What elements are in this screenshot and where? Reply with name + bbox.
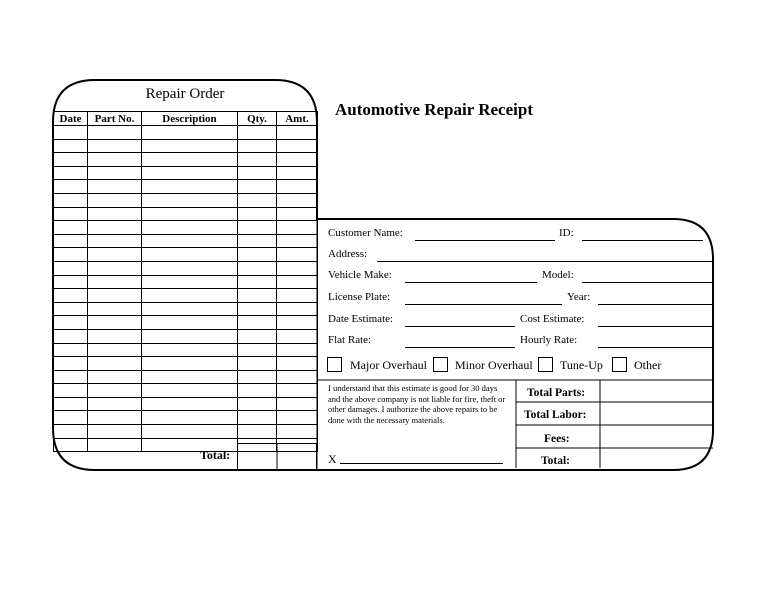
cell-part-no[interactable] xyxy=(88,261,142,275)
cell-date[interactable] xyxy=(54,207,88,221)
cell-description[interactable] xyxy=(142,329,238,343)
cell-amt[interactable] xyxy=(277,126,318,140)
cell-date[interactable] xyxy=(54,357,88,371)
table-row xyxy=(54,275,318,289)
cell-amt[interactable] xyxy=(277,139,318,153)
cell-part-no[interactable] xyxy=(88,343,142,357)
table-row xyxy=(54,126,318,140)
cell-part-no[interactable] xyxy=(88,166,142,180)
column-header-qty: Qty. xyxy=(238,112,277,126)
cell-date[interactable] xyxy=(54,411,88,425)
vehicle-make-label: Vehicle Make: xyxy=(328,269,392,281)
signature-mark: X xyxy=(328,452,337,466)
cell-part-no[interactable] xyxy=(88,411,142,425)
flat-rate-label: Flat Rate: xyxy=(328,334,372,346)
total-labor-field[interactable] xyxy=(601,403,712,425)
cell-date[interactable] xyxy=(54,329,88,343)
major-overhaul-checkbox[interactable] xyxy=(327,357,342,372)
year-label: Year: xyxy=(567,291,591,303)
cell-description[interactable] xyxy=(142,411,238,425)
date-estimate-label: Date Estimate: xyxy=(328,313,394,325)
cell-description[interactable] xyxy=(142,289,238,303)
table-row xyxy=(54,289,318,303)
table-row xyxy=(54,180,318,194)
cell-description[interactable] xyxy=(142,397,238,411)
table-row xyxy=(54,343,318,357)
cell-qty[interactable] xyxy=(238,357,277,371)
cell-date[interactable] xyxy=(54,343,88,357)
cell-qty[interactable] xyxy=(238,302,277,316)
cell-date[interactable] xyxy=(54,153,88,167)
total-labor-label: Total Labor: xyxy=(524,409,587,421)
cell-date[interactable] xyxy=(54,316,88,330)
cell-description[interactable] xyxy=(142,166,238,180)
table-row xyxy=(54,153,318,167)
cell-part-no[interactable] xyxy=(88,289,142,303)
cell-description[interactable] xyxy=(142,139,238,153)
id-field[interactable] xyxy=(582,240,703,241)
column-header-date: Date xyxy=(54,112,88,126)
cell-qty[interactable] xyxy=(238,166,277,180)
table-row xyxy=(54,261,318,275)
repair-order-title: Repair Order xyxy=(145,86,225,102)
other-checkbox[interactable] xyxy=(612,357,627,372)
cell-qty[interactable] xyxy=(238,193,277,207)
cell-date[interactable] xyxy=(54,180,88,194)
grand-total-label: Total: xyxy=(541,455,570,467)
cell-qty[interactable] xyxy=(238,207,277,221)
cell-description[interactable] xyxy=(142,207,238,221)
cell-amt[interactable] xyxy=(277,275,318,289)
table-row xyxy=(54,425,318,439)
other-label: Other xyxy=(634,358,662,372)
cell-description[interactable] xyxy=(142,153,238,167)
cell-date[interactable] xyxy=(54,234,88,248)
cell-amt[interactable] xyxy=(277,289,318,303)
cell-date[interactable] xyxy=(54,126,88,140)
cell-date[interactable] xyxy=(54,289,88,303)
cell-date[interactable] xyxy=(54,397,88,411)
cell-amt[interactable] xyxy=(277,343,318,357)
total-parts-label: Total Parts: xyxy=(527,387,586,399)
cell-date[interactable] xyxy=(54,261,88,275)
cell-part-no[interactable] xyxy=(88,180,142,194)
column-header-amt: Amt. xyxy=(277,112,318,126)
cell-amt[interactable] xyxy=(277,193,318,207)
cell-amt[interactable] xyxy=(277,397,318,411)
cell-part-no[interactable] xyxy=(88,193,142,207)
cell-part-no[interactable] xyxy=(88,425,142,439)
cell-qty[interactable] xyxy=(238,316,277,330)
cell-qty[interactable] xyxy=(238,370,277,384)
cell-part-no[interactable] xyxy=(88,126,142,140)
table-row xyxy=(54,193,318,207)
cell-description[interactable] xyxy=(142,234,238,248)
cell-amt[interactable] xyxy=(277,425,318,439)
cell-amt[interactable] xyxy=(277,384,318,398)
cell-date[interactable] xyxy=(54,438,88,452)
cell-description[interactable] xyxy=(142,248,238,262)
table-row xyxy=(54,316,318,330)
table-row xyxy=(54,411,318,425)
cell-date[interactable] xyxy=(54,275,88,289)
cell-description[interactable] xyxy=(142,425,238,439)
cell-part-no[interactable] xyxy=(88,329,142,343)
repair-order-table xyxy=(53,111,318,452)
cell-part-no[interactable] xyxy=(88,397,142,411)
cell-qty[interactable] xyxy=(238,126,277,140)
cell-amt[interactable] xyxy=(277,329,318,343)
cell-description[interactable] xyxy=(142,193,238,207)
cell-description[interactable] xyxy=(142,275,238,289)
cell-qty[interactable] xyxy=(238,289,277,303)
cell-amt[interactable] xyxy=(277,180,318,194)
cell-date[interactable] xyxy=(54,248,88,262)
cell-date[interactable] xyxy=(54,425,88,439)
cell-date[interactable] xyxy=(54,302,88,316)
vehicle-make-field[interactable] xyxy=(405,282,537,283)
cell-part-no[interactable] xyxy=(88,221,142,235)
cell-qty[interactable] xyxy=(238,425,277,439)
cell-amt[interactable] xyxy=(277,166,318,180)
tune-up-label: Tune-Up xyxy=(560,358,603,372)
model-label: Model: xyxy=(542,269,574,281)
cell-amt[interactable] xyxy=(277,316,318,330)
table-row xyxy=(54,357,318,371)
customer-name-label: Customer Name: xyxy=(328,227,403,239)
cell-amt[interactable] xyxy=(277,248,318,262)
cell-part-no[interactable] xyxy=(88,248,142,262)
table-row xyxy=(54,166,318,180)
cell-part-no[interactable] xyxy=(88,153,142,167)
table-row xyxy=(54,329,318,343)
cell-description[interactable] xyxy=(142,261,238,275)
address-label: Address: xyxy=(328,248,368,260)
cell-description[interactable] xyxy=(142,221,238,235)
cell-qty[interactable] xyxy=(238,329,277,343)
flat-rate-field[interactable] xyxy=(405,347,515,348)
id-label: ID: xyxy=(559,227,574,239)
fees-label: Fees: xyxy=(544,433,570,445)
cell-part-no[interactable] xyxy=(88,357,142,371)
cell-part-no[interactable] xyxy=(88,302,142,316)
cell-date[interactable] xyxy=(54,370,88,384)
cell-part-no[interactable] xyxy=(88,207,142,221)
fees-field[interactable] xyxy=(601,426,712,448)
table-row xyxy=(54,397,318,411)
cell-qty[interactable] xyxy=(238,343,277,357)
column-header-part-no: Part No. xyxy=(88,112,142,126)
cell-date[interactable] xyxy=(54,221,88,235)
cell-qty[interactable] xyxy=(238,397,277,411)
license-plate-field[interactable] xyxy=(405,304,562,305)
cell-description[interactable] xyxy=(142,180,238,194)
hourly-rate-label: Hourly Rate: xyxy=(520,334,578,346)
minor-overhaul-checkbox[interactable] xyxy=(433,357,448,372)
cell-qty[interactable] xyxy=(238,234,277,248)
cell-amt[interactable] xyxy=(277,302,318,316)
cell-amt[interactable] xyxy=(277,221,318,235)
cell-description[interactable] xyxy=(142,316,238,330)
receipt-title: Automotive Repair Receipt xyxy=(335,100,533,119)
cell-amt[interactable] xyxy=(277,261,318,275)
disclaimer-text: I understand that this estimate is good for 30 days and the above company is not liable for fire, theft or other damages. I authorize the above repairs to be done with the necessary materials. xyxy=(328,383,506,425)
cell-qty[interactable] xyxy=(238,384,277,398)
cell-qty[interactable] xyxy=(238,411,277,425)
major-overhaul-label: Major Overhaul xyxy=(350,358,427,372)
cell-qty[interactable] xyxy=(238,139,277,153)
cell-part-no[interactable] xyxy=(88,370,142,384)
cell-date[interactable] xyxy=(54,384,88,398)
cell-qty[interactable] xyxy=(238,248,277,262)
hourly-rate-field[interactable] xyxy=(598,347,713,348)
total-parts-field[interactable] xyxy=(601,381,712,402)
year-field[interactable] xyxy=(598,304,713,305)
table-row xyxy=(54,234,318,248)
cell-qty[interactable] xyxy=(238,261,277,275)
cell-description[interactable] xyxy=(142,302,238,316)
cell-description[interactable] xyxy=(142,126,238,140)
cell-date[interactable] xyxy=(54,193,88,207)
cell-amt[interactable] xyxy=(277,357,318,371)
address-field[interactable] xyxy=(377,261,713,262)
cell-qty[interactable] xyxy=(238,180,277,194)
tune-up-checkbox[interactable] xyxy=(538,357,553,372)
cell-amt[interactable] xyxy=(277,234,318,248)
repair-order-total-label: Total: xyxy=(200,448,231,462)
cell-amt[interactable] xyxy=(277,370,318,384)
customer-name-field[interactable] xyxy=(415,240,555,241)
cell-date[interactable] xyxy=(54,166,88,180)
repair-order-total-cells[interactable] xyxy=(237,443,317,469)
cell-part-no[interactable] xyxy=(88,234,142,248)
cost-estimate-field[interactable] xyxy=(598,326,713,327)
repair-order-header-row xyxy=(54,112,318,126)
cell-qty[interactable] xyxy=(238,153,277,167)
cost-estimate-label: Cost Estimate: xyxy=(520,313,585,325)
table-row xyxy=(54,302,318,316)
cell-description[interactable] xyxy=(142,384,238,398)
cell-part-no[interactable] xyxy=(88,275,142,289)
cell-part-no[interactable] xyxy=(88,384,142,398)
cell-amt[interactable] xyxy=(277,153,318,167)
cell-qty[interactable] xyxy=(238,221,277,235)
table-row xyxy=(54,370,318,384)
table-row xyxy=(54,221,318,235)
signature-field[interactable] xyxy=(340,463,503,464)
cell-qty[interactable] xyxy=(238,275,277,289)
license-plate-label: License Plate: xyxy=(328,291,391,303)
cell-part-no[interactable] xyxy=(88,316,142,330)
cell-date[interactable] xyxy=(54,139,88,153)
cell-amt[interactable] xyxy=(277,207,318,221)
model-field[interactable] xyxy=(582,282,713,283)
cell-description[interactable] xyxy=(142,343,238,357)
date-estimate-field[interactable] xyxy=(405,326,515,327)
cell-part-no[interactable] xyxy=(88,438,142,452)
cell-part-no[interactable] xyxy=(88,139,142,153)
column-header-description: Description xyxy=(142,112,238,126)
table-row xyxy=(54,139,318,153)
table-row xyxy=(54,207,318,221)
cell-description[interactable] xyxy=(142,357,238,371)
table-row xyxy=(54,384,318,398)
table-row xyxy=(54,248,318,262)
cell-description[interactable] xyxy=(142,370,238,384)
minor-overhaul-label: Minor Overhaul xyxy=(455,358,533,372)
grand-total-field[interactable] xyxy=(601,449,712,468)
cell-amt[interactable] xyxy=(277,411,318,425)
